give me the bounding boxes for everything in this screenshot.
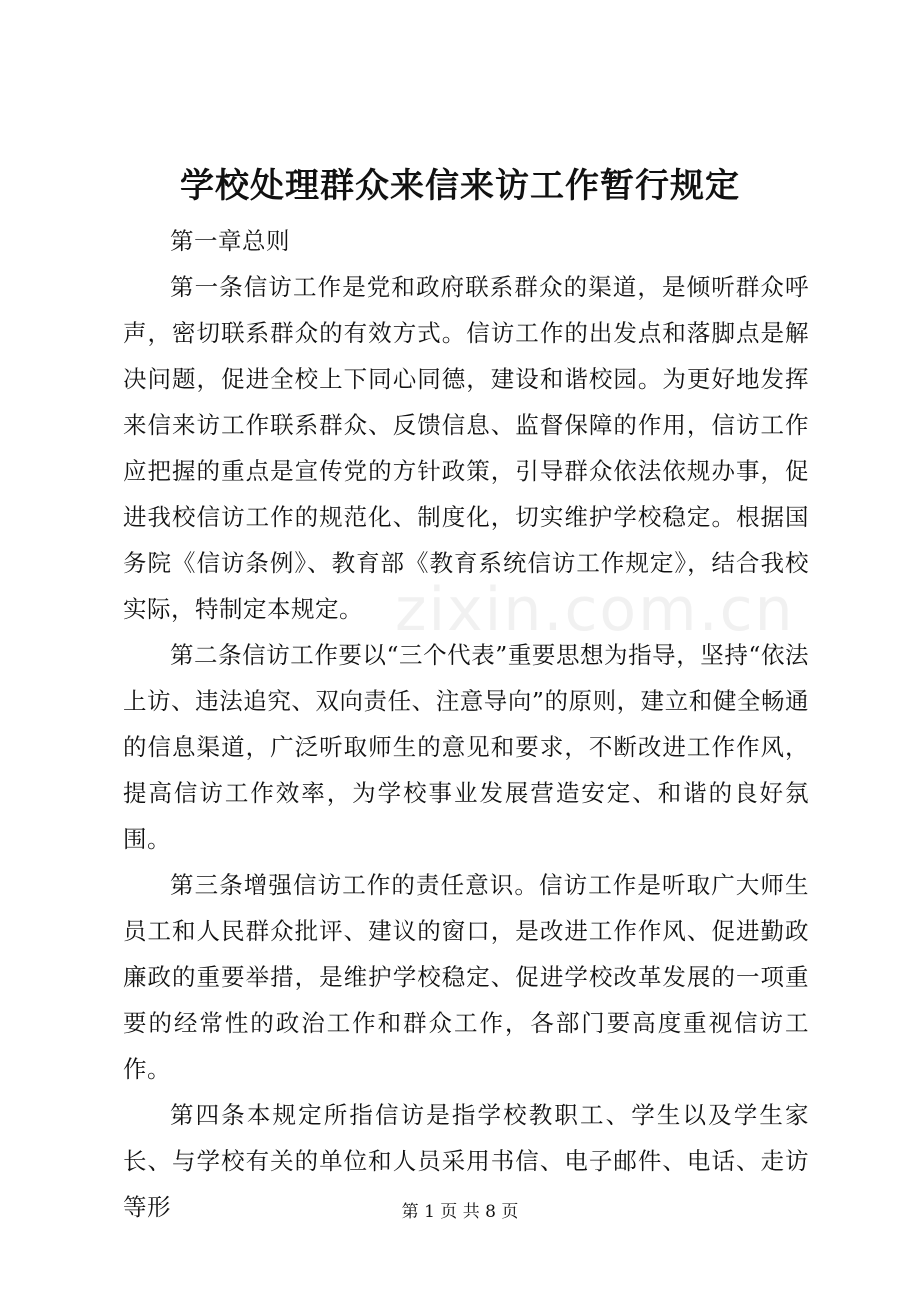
article-2: 第二条信访工作要以“三个代表”重要思想为指导，坚持“依法上访、违法追究、双向责任、注意导向”的原则，建立和健全畅通的信息渠道，广泛听取师生的意见和要求，不断改进工作作风，提高信访工作效率，为学校事业发展营造安定、和谐的良好氛围。 <box>123 641 809 853</box>
document-body <box>123 218 809 1230</box>
article-1: 第一条信访工作是党和政府联系群众的渠道，是倾听群众呼声，密切联系群众的有效方式。信访工作的出发点和落脚点是解决问题，促进全校上下同心同德，建设和谐校园。为更好地发挥来信来访工作联系群众、反馈信息、监督保障的作用，信访工作应把握的重点是宣传党的方针政策，引导群众依法依规办事，促进我校信访工作的规范化、制度化，切实维护学校稳定。根据国务院《信访条例》、教育部《教育系统信访工作规定》，结合我校实际，特制定本规定。 <box>123 273 809 623</box>
watermark: zixin.com.cn <box>395 575 795 645</box>
document-title: 学校处理群众来信来访工作暂行规定 <box>180 166 740 206</box>
article-3: 第三条增强信访工作的责任意识。信访工作是听取广大师生员工和人民群众批评、建议的窗口，是改进工作作风、促进勤政廉政的重要举措，是维护学校稳定、促进学校改革发展的一项重要的经常性的政治工作和群众工作，各部门要高度重视信访工作。 <box>123 871 809 1083</box>
chapter-heading: 第一章总则 <box>170 227 290 255</box>
article-4: 第四条本规定所指信访是指学校教职工、学生以及学生家长、与学校有关的单位和人员采用书信、电子邮件、电话、走访等形 <box>123 1101 809 1221</box>
page-footer: 第 1 页 共 8 页 <box>401 1202 519 1222</box>
